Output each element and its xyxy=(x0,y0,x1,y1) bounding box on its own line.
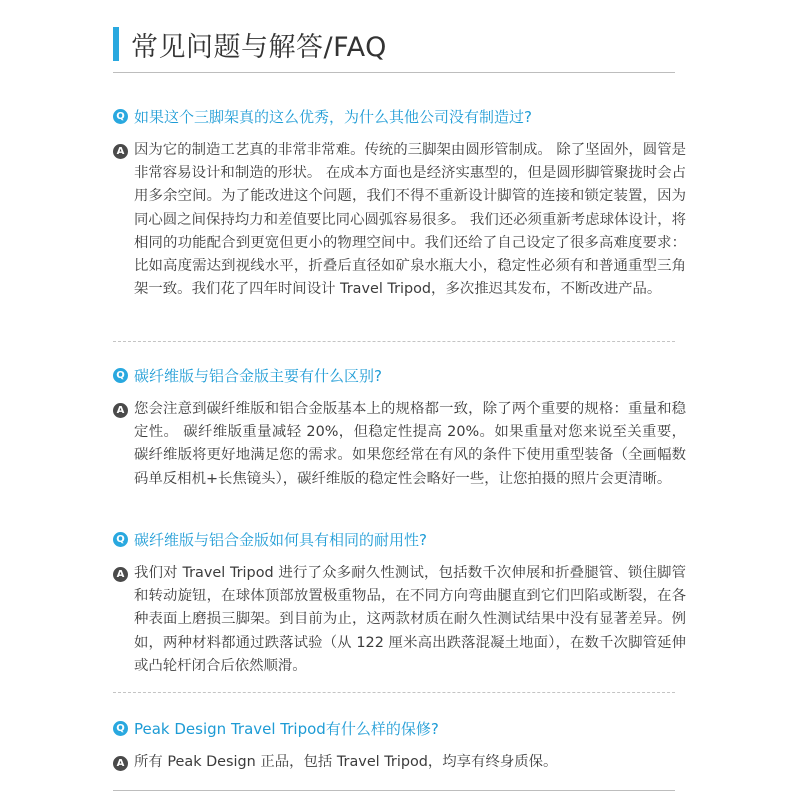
header-divider xyxy=(113,72,675,73)
answer-badge-icon: A xyxy=(113,144,128,159)
faq-answer xyxy=(113,562,688,678)
answer-badge-icon: A xyxy=(113,567,128,582)
answer-text: 我们对 Travel Tripod 进行了众多耐久性测试，包括数千次伸展和折叠腿管、锁住脚管和转动旋钮，在球体顶部放置极重物品，在不同方向弯曲腿直到它们凹陷或断裂，在各种表面上磨损三脚架。到目前为止，这两款材质在耐久性测试结果中没有显著差异。例如，两种材料都通过跌落试验（从 122 厘米高出跌落混凝土地面），在数千次脚管延伸或凸轮杆闭合后依然顺滑。 xyxy=(134,565,686,674)
page-title: 常见问题与解答/FAQ xyxy=(131,31,387,63)
faq-question xyxy=(113,362,688,388)
faq-item xyxy=(113,103,688,301)
faq-item xyxy=(113,526,688,678)
faq-question xyxy=(113,715,688,741)
question-badge-icon: Q xyxy=(113,532,128,547)
faq-answer xyxy=(113,139,688,301)
faq-answer xyxy=(113,398,688,491)
answer-text: 所有 Peak Design 正品，包括 Travel Tripod，均享有终身质保。 xyxy=(134,754,558,770)
question-badge-icon: Q xyxy=(113,109,128,124)
answer-text: 您会注意到碳纤维版和铝合金版基本上的规格都一致，除了两个重要的规格：重量和稳定性。 碳纤维版重量减轻 20%，但稳定性提高 20%。如果重量对您来说至关重要，碳纤维版将更好地满足您的需求。如果您经常在有风的条件下使用重型装备（全画幅数码单反相机+长焦镜头），碳纤维版的稳定性会略好一些，让您拍摄的照片会更清晰。 xyxy=(134,401,686,487)
question-text: 如果这个三脚架真的这么优秀，为什么其他公司没有制造过? xyxy=(134,107,532,126)
question-text: 碳纤维版与铝合金版主要有什么区别? xyxy=(134,366,382,385)
answer-badge-icon: A xyxy=(113,403,128,418)
faq-question xyxy=(113,103,688,129)
faq-question xyxy=(113,526,688,552)
faq-header xyxy=(113,24,387,64)
header-accent-bar xyxy=(113,27,119,61)
faq-item xyxy=(113,362,688,491)
section-divider xyxy=(113,692,675,693)
faq-item xyxy=(113,715,688,774)
section-divider xyxy=(113,341,675,342)
question-badge-icon: Q xyxy=(113,721,128,736)
answer-text: 因为它的制造工艺真的非常非常难。传统的三脚架由圆形管制成。 除了坚固外，圆管是非常容易设计和制造的形状。 在成本方面也是经济实惠型的，但是圆形脚管聚拢时会占用多余空间。为了能改进这个问题，我们不得不重新设计脚管的连接和锁定装置，因为同心圆之间保持均力和差值要比同心圆弧容易很多。 我们还必须重新考虑球体设计，将相同的功能配合到更宽但更小的物理空间中。我们还给了自己设定了很多高难度要求：比如高度需达到视线水平，折叠后直径如矿泉水瓶大小，稳定性必须有和普通重型三角架一致。我们花了四年时间设计 Travel Tripod，多次推迟其发布，不断改进产品。 xyxy=(134,142,686,298)
question-badge-icon: Q xyxy=(113,368,128,383)
question-text: 碳纤维版与铝合金版如何具有相同的耐用性? xyxy=(134,530,427,549)
question-text: Peak Design Travel Tripod有什么样的保修? xyxy=(134,719,439,738)
bottom-divider xyxy=(113,790,675,791)
faq-answer xyxy=(113,751,688,774)
answer-badge-icon: A xyxy=(113,756,128,771)
